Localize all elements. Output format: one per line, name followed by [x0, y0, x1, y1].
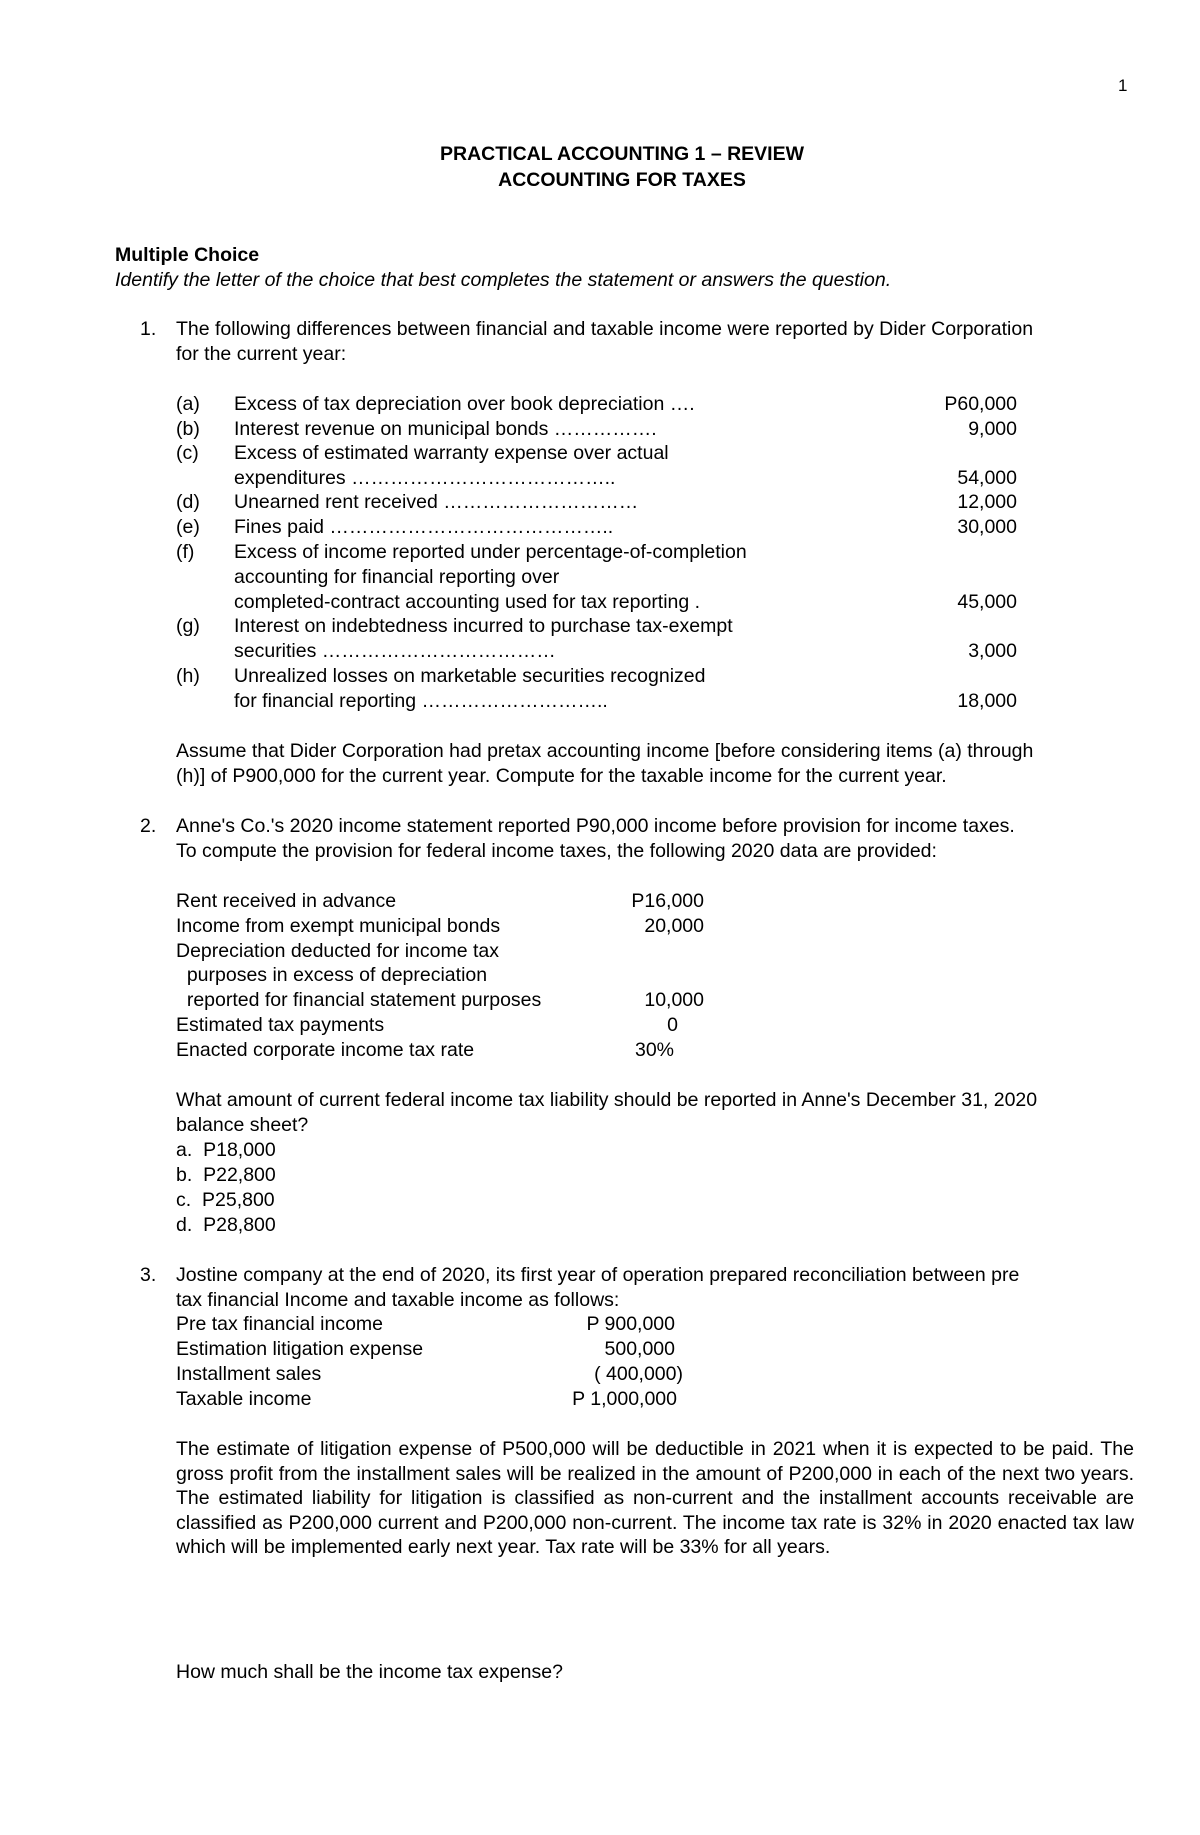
question-text: balance sheet?: [176, 1114, 309, 1136]
item-description: Excess of tax depreciation over book depreciation ….: [234, 393, 695, 415]
row-label: Rent received in advance: [176, 890, 397, 912]
question-text: Assume that Dider Corporation had pretax accounting income [before considering items (a) through: [176, 740, 1034, 762]
item-amount: 3,000: [968, 640, 1017, 662]
question-text: Jostine company at the end of 2020, its first year of operation prepared reconciliation between pre: [176, 1264, 1020, 1286]
item-amount: 30,000: [957, 516, 1017, 538]
item-description: securities ………………………………: [234, 640, 556, 662]
row-label: Income from exempt municipal bonds: [176, 915, 501, 937]
item-description: Interest on indebtedness incurred to purchase tax-exempt: [234, 615, 733, 637]
item-description: accounting for financial reporting over: [234, 566, 560, 588]
row-label: Estimation litigation expense: [176, 1338, 424, 1360]
row-value: 20,000: [644, 915, 704, 937]
row-label: Depreciation deducted for income tax: [176, 940, 500, 962]
item-description: Unrealized losses on marketable securities recognized: [234, 665, 706, 687]
answer-option[interactable]: c. P25,800: [176, 1189, 275, 1211]
row-label: reported for financial statement purposes: [176, 989, 542, 1011]
item-amount: P60,000: [944, 393, 1017, 415]
row-value: P16,000: [631, 890, 704, 912]
item-description: Excess of estimated warranty expense over actual: [234, 442, 669, 464]
row-value: P 1,000,000: [572, 1388, 677, 1410]
row-label: Installment sales: [176, 1363, 322, 1385]
question-text: for the current year:: [176, 343, 347, 365]
section-heading: Multiple Choice: [115, 244, 260, 266]
page-number: 1: [1118, 76, 1128, 95]
item-letter: (h): [176, 665, 200, 687]
answer-option[interactable]: b. P22,800: [176, 1164, 276, 1186]
item-description: Excess of income reported under percentage-of-completion: [234, 541, 747, 563]
question-text: The following differences between financial and taxable income were reported by Dider Corporation: [176, 318, 1034, 340]
item-description: completed-contract accounting used for tax reporting .: [234, 591, 701, 613]
row-label: Enacted corporate income tax rate: [176, 1039, 475, 1061]
item-letter: (b): [176, 418, 200, 440]
answer-option[interactable]: d. P28,800: [176, 1214, 276, 1236]
item-description: Interest revenue on municipal bonds …………….: [234, 418, 657, 440]
item-description: expenditures …………………………………..: [234, 467, 616, 489]
question-text: (h)] of P900,000 for the current year. Compute for the taxable income for the current year.: [176, 765, 947, 787]
question-number: 1.: [140, 318, 157, 340]
item-amount: 9,000: [968, 418, 1017, 440]
row-label: purposes in excess of depreciation: [176, 964, 488, 986]
item-description: Unearned rent received …………………………: [234, 491, 639, 513]
item-amount: 12,000: [957, 491, 1017, 513]
question-number: 2.: [140, 815, 157, 837]
item-letter: (e): [176, 516, 200, 538]
question-number: 3.: [140, 1264, 157, 1286]
row-label: Taxable income: [176, 1388, 312, 1410]
item-description: Fines paid ……………………………………..: [234, 516, 614, 538]
item-amount: 18,000: [957, 690, 1017, 712]
instructions: Identify the letter of the choice that best completes the statement or answers the question.: [115, 269, 892, 291]
item-letter: (a): [176, 393, 200, 415]
question-text: What amount of current federal income tax liability should be reported in Anne's December 31, 2020: [176, 1089, 1038, 1111]
item-description: for financial reporting ………………………..: [234, 690, 608, 712]
question-text: How much shall be the income tax expense?: [176, 1661, 563, 1683]
item-amount: 54,000: [957, 467, 1017, 489]
row-label: Estimated tax payments: [176, 1014, 385, 1036]
question-text: Anne's Co.'s 2020 income statement reported P90,000 income before provision for income taxes.: [176, 815, 1015, 837]
row-value: 500,000: [604, 1338, 675, 1360]
item-letter: (g): [176, 615, 200, 637]
item-letter: (d): [176, 491, 200, 513]
item-letter: (c): [176, 442, 199, 464]
row-value: 0: [667, 1014, 678, 1036]
question-text: To compute the provision for federal income taxes, the following 2020 data are provided:: [176, 840, 937, 862]
row-value: ( 400,000): [594, 1363, 683, 1385]
document-title: PRACTICAL ACCOUNTING 1 – REVIEW: [439, 143, 805, 165]
item-letter: (f): [176, 541, 195, 563]
question-paragraph: The estimate of litigation expense of P500,000 will be deductible in 2021 when it is expected to be paid. The gross profit from the installment sales will be realized in the amount of P200,000 in each of the next two years. The estimated liability for litigation is classified as non-current and the installment accounts receivable are classified as P200,000 current and P200,000 non-current. The income tax rate is 32% in 2020 enacted tax law which will be implemented early next year. Tax rate will be 33% for all years.: [176, 1438, 1134, 1558]
row-label: Pre tax financial income: [176, 1313, 384, 1335]
answer-option[interactable]: a. P18,000: [176, 1139, 276, 1161]
row-value: P 900,000: [586, 1313, 675, 1335]
document-subtitle: ACCOUNTING FOR TAXES: [498, 169, 746, 191]
question-text: tax financial Income and taxable income as follows:: [176, 1289, 620, 1311]
row-value: 10,000: [644, 989, 704, 1011]
item-amount: 45,000: [957, 591, 1017, 613]
row-value: 30%: [634, 1039, 674, 1061]
